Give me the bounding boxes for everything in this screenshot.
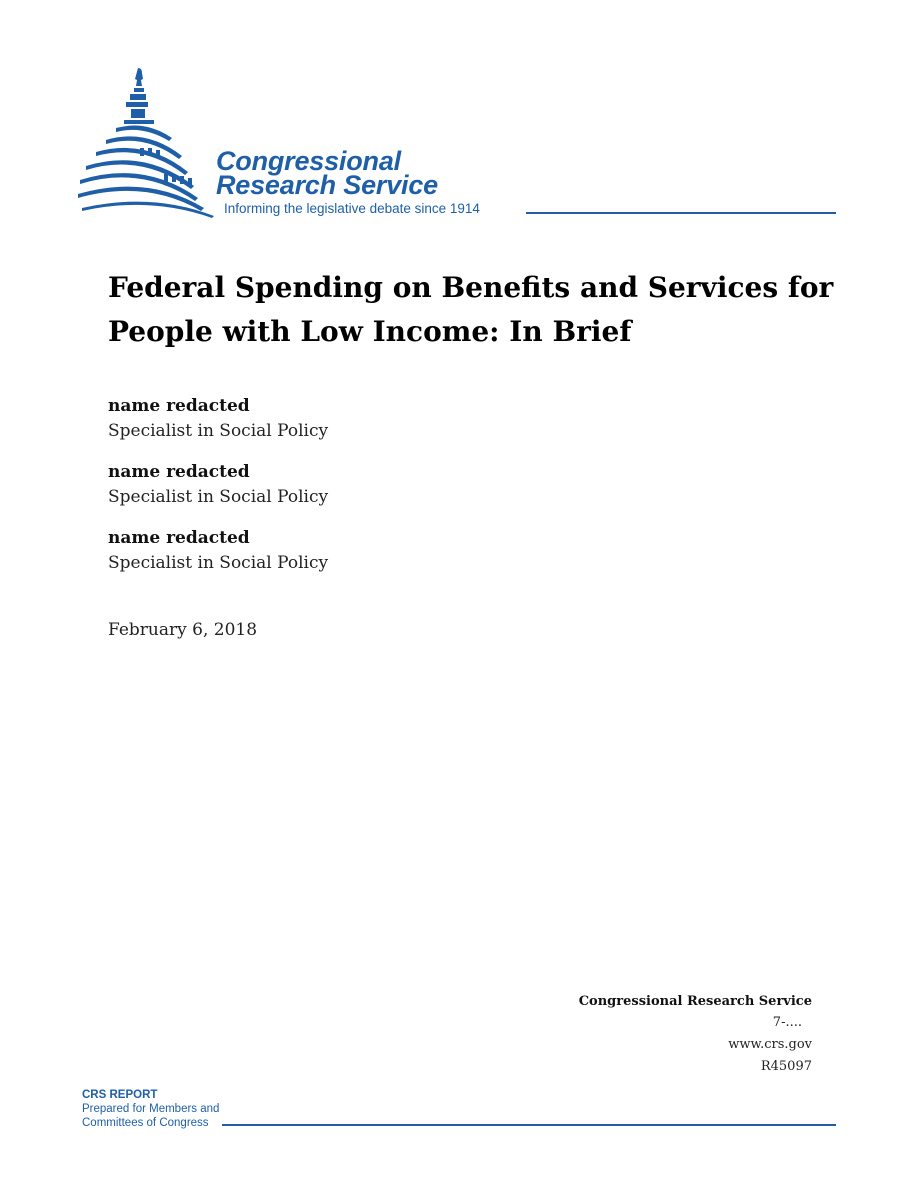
logo-divider xyxy=(526,212,836,214)
author-entry xyxy=(108,394,608,444)
publisher-website-link[interactable]: www.crs.gov xyxy=(728,1037,812,1052)
footer-divider xyxy=(222,1124,836,1126)
report-title xyxy=(108,266,848,354)
author-name: name redacted xyxy=(108,396,250,416)
logo-wordmark-line1: Congressional xyxy=(216,146,401,176)
author-title: Specialist in Social Policy xyxy=(108,421,329,441)
publication-date: February 6, 2018 xyxy=(108,620,258,640)
author-title: Specialist in Social Policy xyxy=(108,487,329,507)
author-entry xyxy=(108,526,608,576)
footer-report-label: CRS REPORT xyxy=(82,1089,158,1101)
author-entry xyxy=(108,460,608,510)
author-title: Specialist in Social Policy xyxy=(108,553,329,573)
capitol-dome-icon xyxy=(78,66,218,218)
footer-line2: Committees of Congress xyxy=(82,1117,209,1129)
publisher-phone: 7-.... xyxy=(772,1015,802,1030)
author-list xyxy=(108,394,608,592)
footer-line1: Prepared for Members and xyxy=(82,1103,220,1115)
logo-tagline: Informing the legislative debate since 1914 xyxy=(224,201,480,216)
report-title-line1: Federal Spending on Benefits and Services for xyxy=(108,271,834,304)
crs-logo xyxy=(78,66,838,226)
report-number: R45097 xyxy=(760,1059,812,1074)
report-title-line2: People with Low Income: In Brief xyxy=(108,315,632,348)
page-footer xyxy=(82,1088,842,1132)
logo-wordmark-line2: Research Service xyxy=(216,170,438,200)
publisher-info xyxy=(452,992,812,1078)
author-name: name redacted xyxy=(108,528,250,548)
author-name: name redacted xyxy=(108,462,250,482)
publisher-name: Congressional Research Service xyxy=(578,994,812,1009)
